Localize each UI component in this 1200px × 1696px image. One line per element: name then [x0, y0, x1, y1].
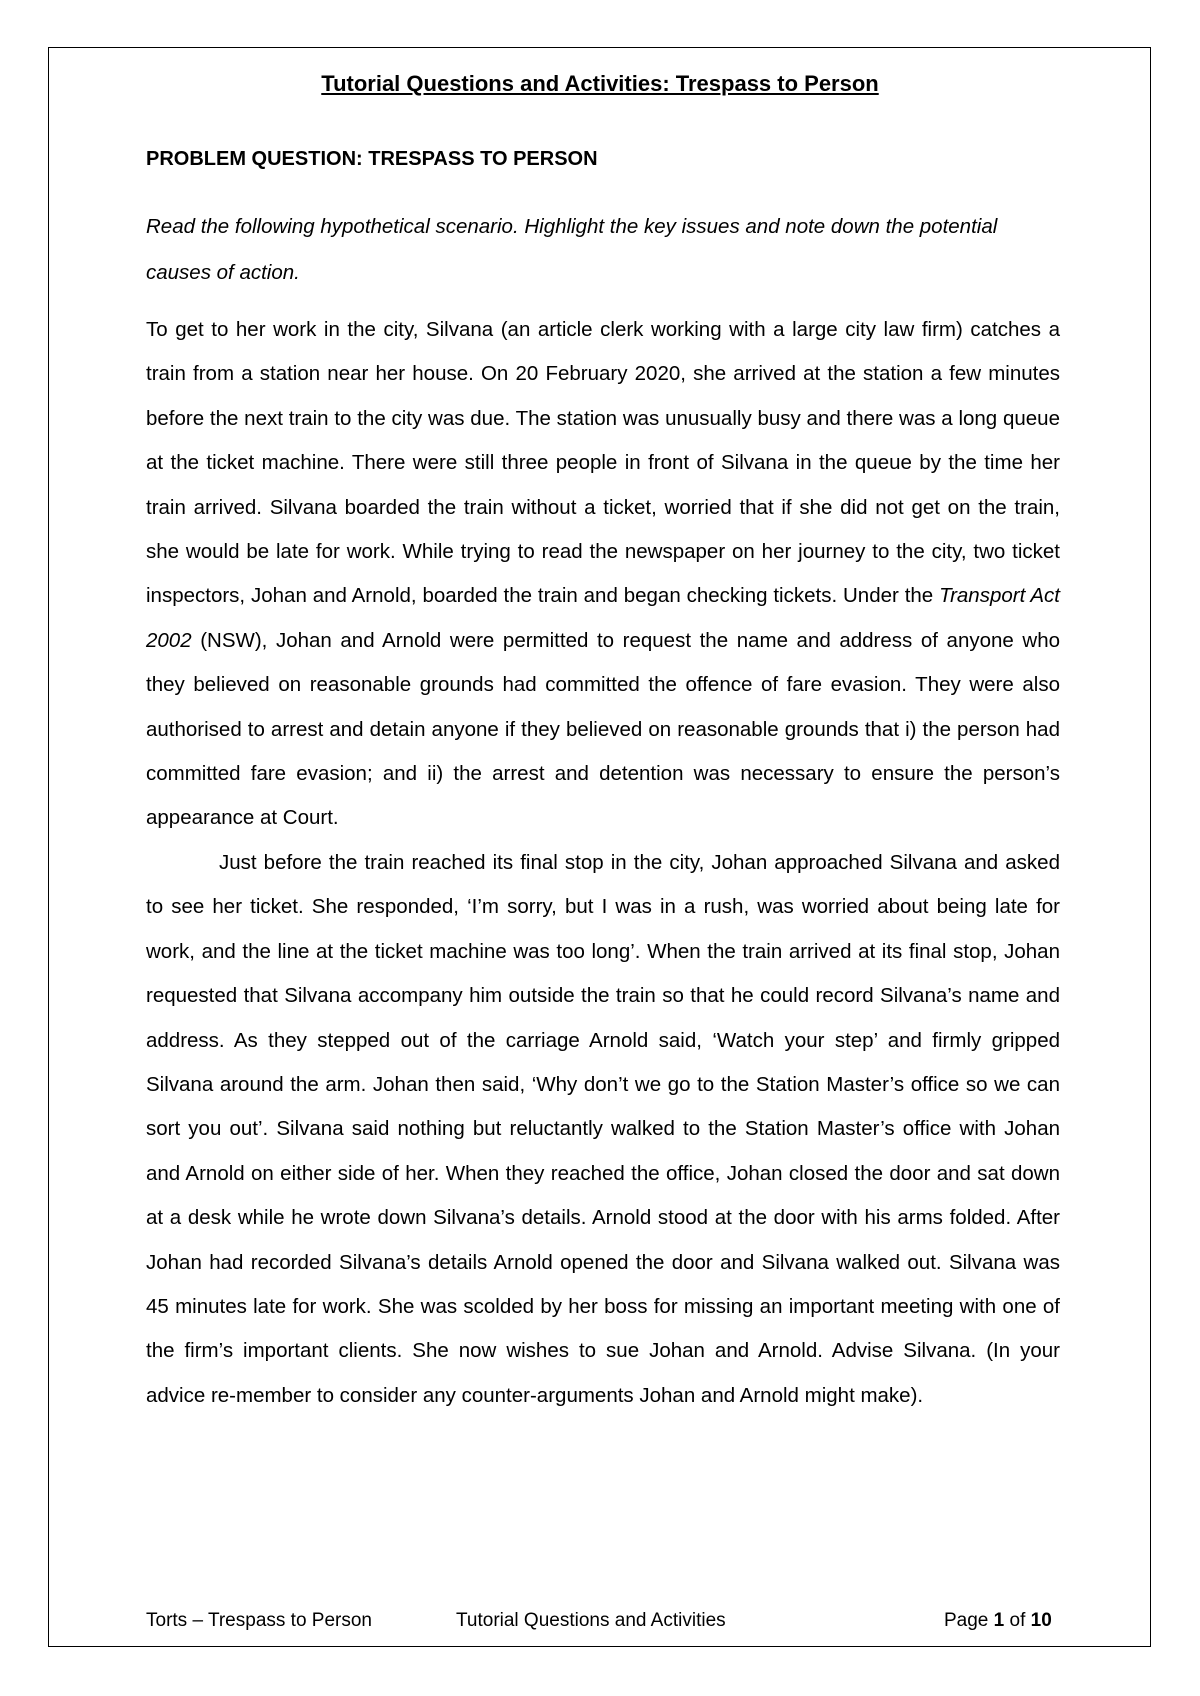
- scenario-body: [146, 308, 1060, 1418]
- section-heading: PROBLEM QUESTION: TRESPASS TO PERSON: [146, 148, 598, 170]
- paragraph-1-part-2: (NSW), Johan and Arnold were permitted to request the name and address of anyone who they believed on reasonable grounds had committed the offence of fare evasion. They were also authorised to arrest and detain anyone if they believed on reasonable grounds that i) the person had committed fare evasion; and ii) the arrest and detention was necessary to ensure the person’s appearance at Court.: [146, 628, 1060, 830]
- document-title: Tutorial Questions and Activities: Trespass to Person: [321, 71, 879, 96]
- page-current: 1: [993, 1610, 1005, 1631]
- footer-page-number: [944, 1610, 1052, 1632]
- paragraph-1-part-1: To get to her work in the city, Silvana (an article clerk working with a large city law firm) catches a train from a station near her house. On 20 February 2020, she arrived at the station a few minutes before the next train to the city was due. The station was unusually busy and there was a long queue at the ticket machine. There were still three people in front of Silvana in the queue by the time her train arrived. Silvana boarded the train without a ticket, worried that if she did not get on the train, she would be late for work. While trying to read the newspaper on her journey to the city, two ticket inspectors, Johan and Arnold, boarded the train and began checking tickets. Under the: [146, 318, 1060, 608]
- page-total: 10: [1030, 1610, 1052, 1631]
- instructions-text: Read the following hypothetical scenario. Highlight the key issues and note down the potential causes of action.: [146, 215, 998, 284]
- footer-course: Torts – Trespass to Person: [146, 1610, 372, 1631]
- scenario-paragraph-1: [146, 308, 1060, 841]
- footer-section: Tutorial Questions and Activities: [456, 1610, 726, 1631]
- page-of: of: [1004, 1610, 1031, 1631]
- act-name: Transport Act 2002: [146, 584, 1061, 652]
- page-label: Page: [944, 1610, 994, 1631]
- scenario-paragraph-2: Just before the train reached its final stop in the city, Johan approached Silvana and asked to see her ticket. She responded, ‘I’m sorry, but I was in a rush, was worried about being late for work, and the line at the ticket machine was too long’. When the train arrived at its final stop, Johan requested that Silvana accompany him outside the train so that he could record Silvana’s name and address. As they stepped out of the carriage Arnold said, ‘Watch your step’ and firmly gripped Silvana around the arm. Johan then said, ‘Why don’t we go to the Station Master’s office so we can sort you out’. Silvana said nothing but reluctantly walked to the Station Master’s office with Johan and Arnold on either side of her. When they reached the office, Johan closed the door and sat down at a desk while he wrote down Silvana’s details. Arnold stood at the door with his arms folded. After Johan had recorded Silvana’s details Arnold opened the door and Silvana walked out. Silvana was 45 minutes late for work. She was scolded by her boss for missing an important meeting with one of the firm’s important clients. She now wishes to sue Johan and Arnold. Advise Silvana. (In your advice re-member to consider any counter-arguments Johan and Arnold might make).: [146, 850, 1060, 1407]
